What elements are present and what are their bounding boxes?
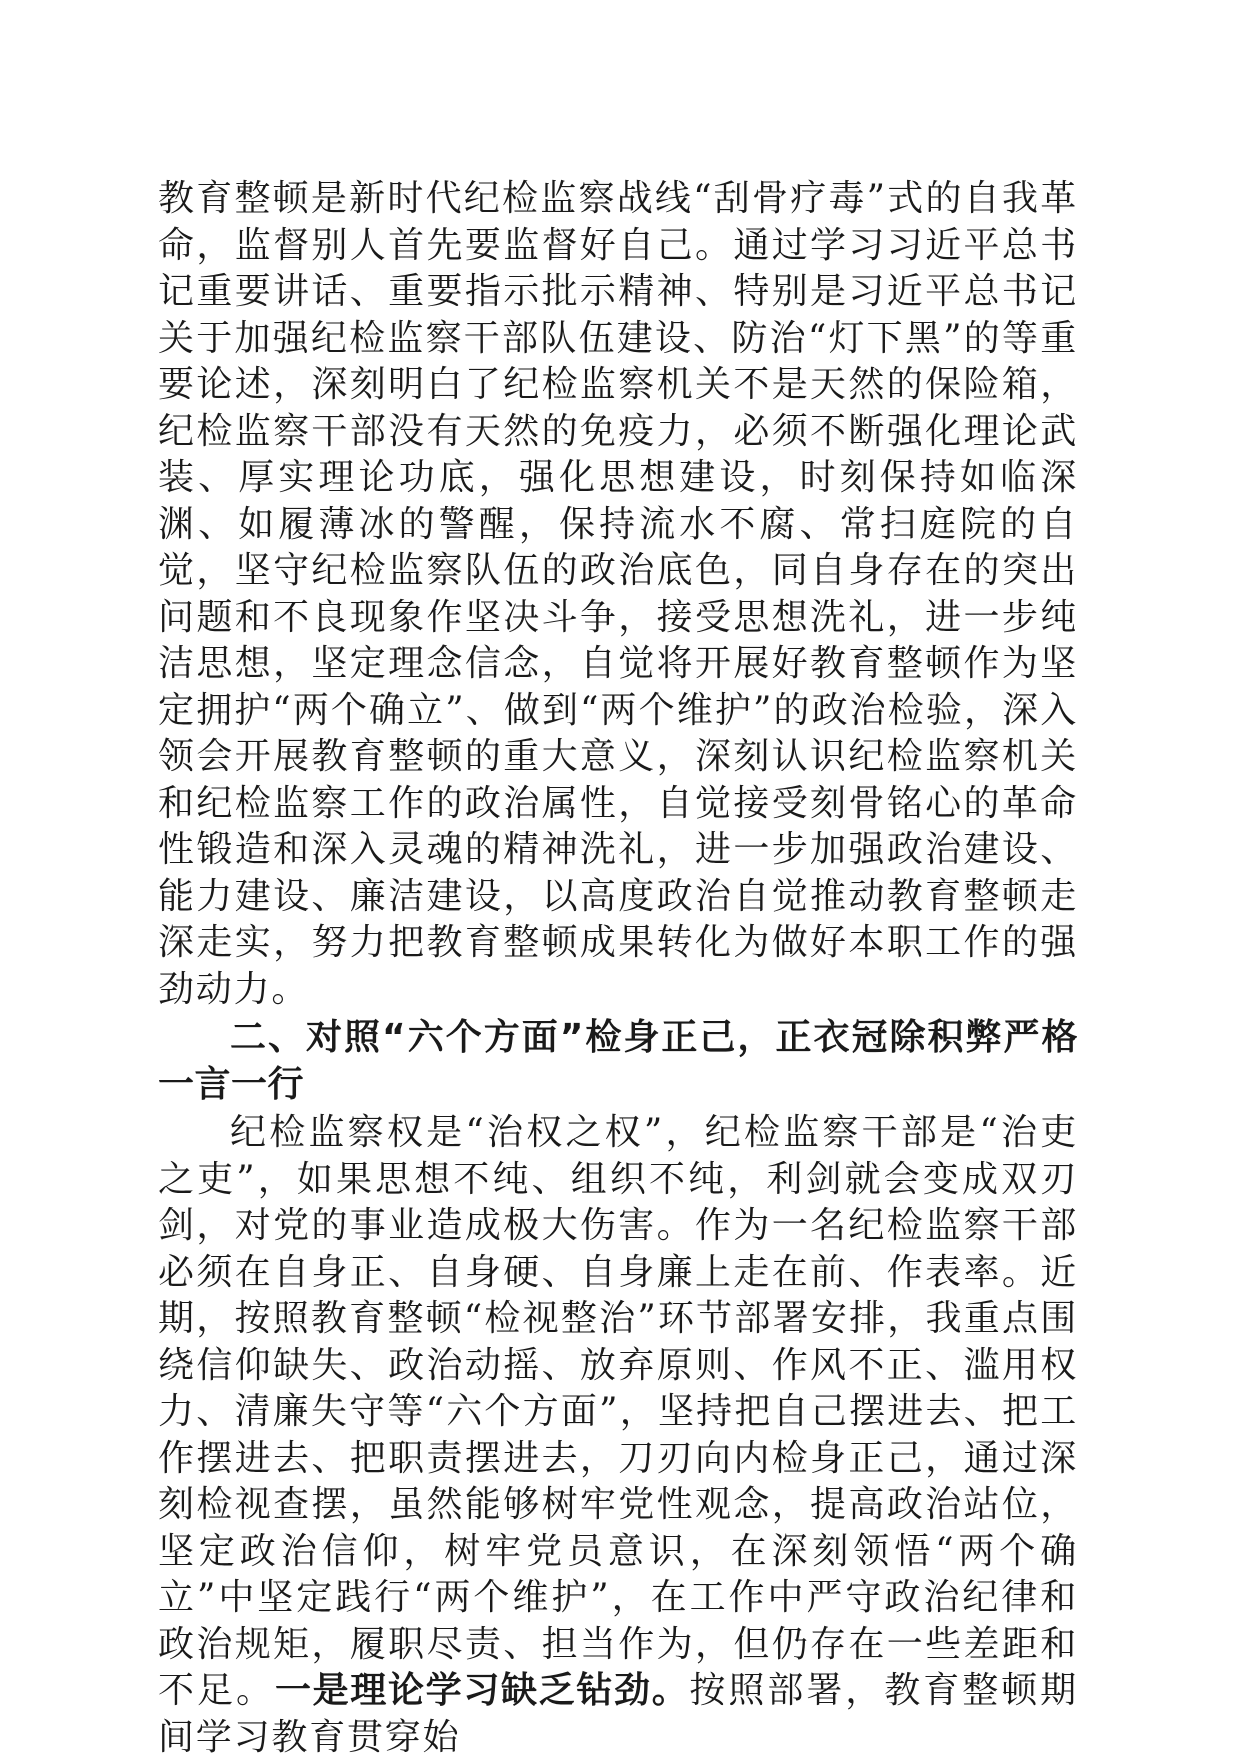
paragraph-text-tail: 按照部署，教育整顿期间学习教育贯穿始: [158, 1670, 1078, 1758]
bold-point-label: 一是理论学习缺乏钻劲。: [274, 1670, 690, 1711]
paragraph-text: 纪检监察权是“治权之权”，纪检监察干部是“治吏之吏”，如果思想不纯、组织不纯，利剑就会变成双刃剑，对党的事业造成极大伤害。作为一名纪检监察干部必须在自身正、自身硬、自身廉上走在前、作表率。近期，按照教育整顿“检视整治”环节部署安排，我重点围绕信仰缺失、政治动摇、放弃原则、作风不正、滥用权力、清廉失守等“六个方面”，坚持把自己摆进去、把工作摆进去、把职责摆进去，刀刃向内检身正己，通过深刻检视查摆，虽然能够树牢党性观念，提高政治站位，坚定政治信仰，树牢党员意识，在深刻领悟“两个确立”中坚定践行“两个维护”，在工作中严守政治纪律和政治规矩，履职尽责、担当作为，但仍存在一些差距和不足。: [158, 1112, 1078, 1711]
document-body: [158, 176, 1078, 1761]
body-paragraph: 教育整顿是新时代纪检监察战线“刮骨疗毒”式的自我革命，监督别人首先要监督好自己。通过学习习近平总书记重要讲话、重要指示批示精神、特别是习近平总书记关于加强纪检监察干部队伍建设、防治“灯下黑”的等重要论述，深刻明白了纪检监察机关不是天然的保险箱，纪检监察干部没有天然的免疫力，必须不断强化理论武装、厚实理论功底，强化思想建设，时刻保持如临深渊、如履薄冰的警醒，保持流水不腐、常扫庭院的自觉，坚守纪检监察队伍的政治底色，同自身存在的突出问题和不良现象作坚决斗争，接受思想洗礼，进一步纯洁思想，坚定理念信念，自觉将开展好教育整顿作为坚定拥护“两个确立”、做到“两个维护”的政治检验，深入领会开展教育整顿的重大意义，深刻认识纪检监察机关和纪检监察工作的政治属性，自觉接受刻骨铭心的革命性锻造和深入灵魂的精神洗礼，进一步加强政治建设、能力建设、廉洁建设，以高度政治自觉推动教育整顿走深走实，努力把教育整顿成果转化为做好本职工作的强劲动力。: [158, 178, 1078, 1010]
section-heading: 二、对照“六个方面”检身正己，正衣冠除积弊严格一言一行: [158, 1017, 1078, 1105]
body-paragraph: [158, 1110, 1078, 1761]
